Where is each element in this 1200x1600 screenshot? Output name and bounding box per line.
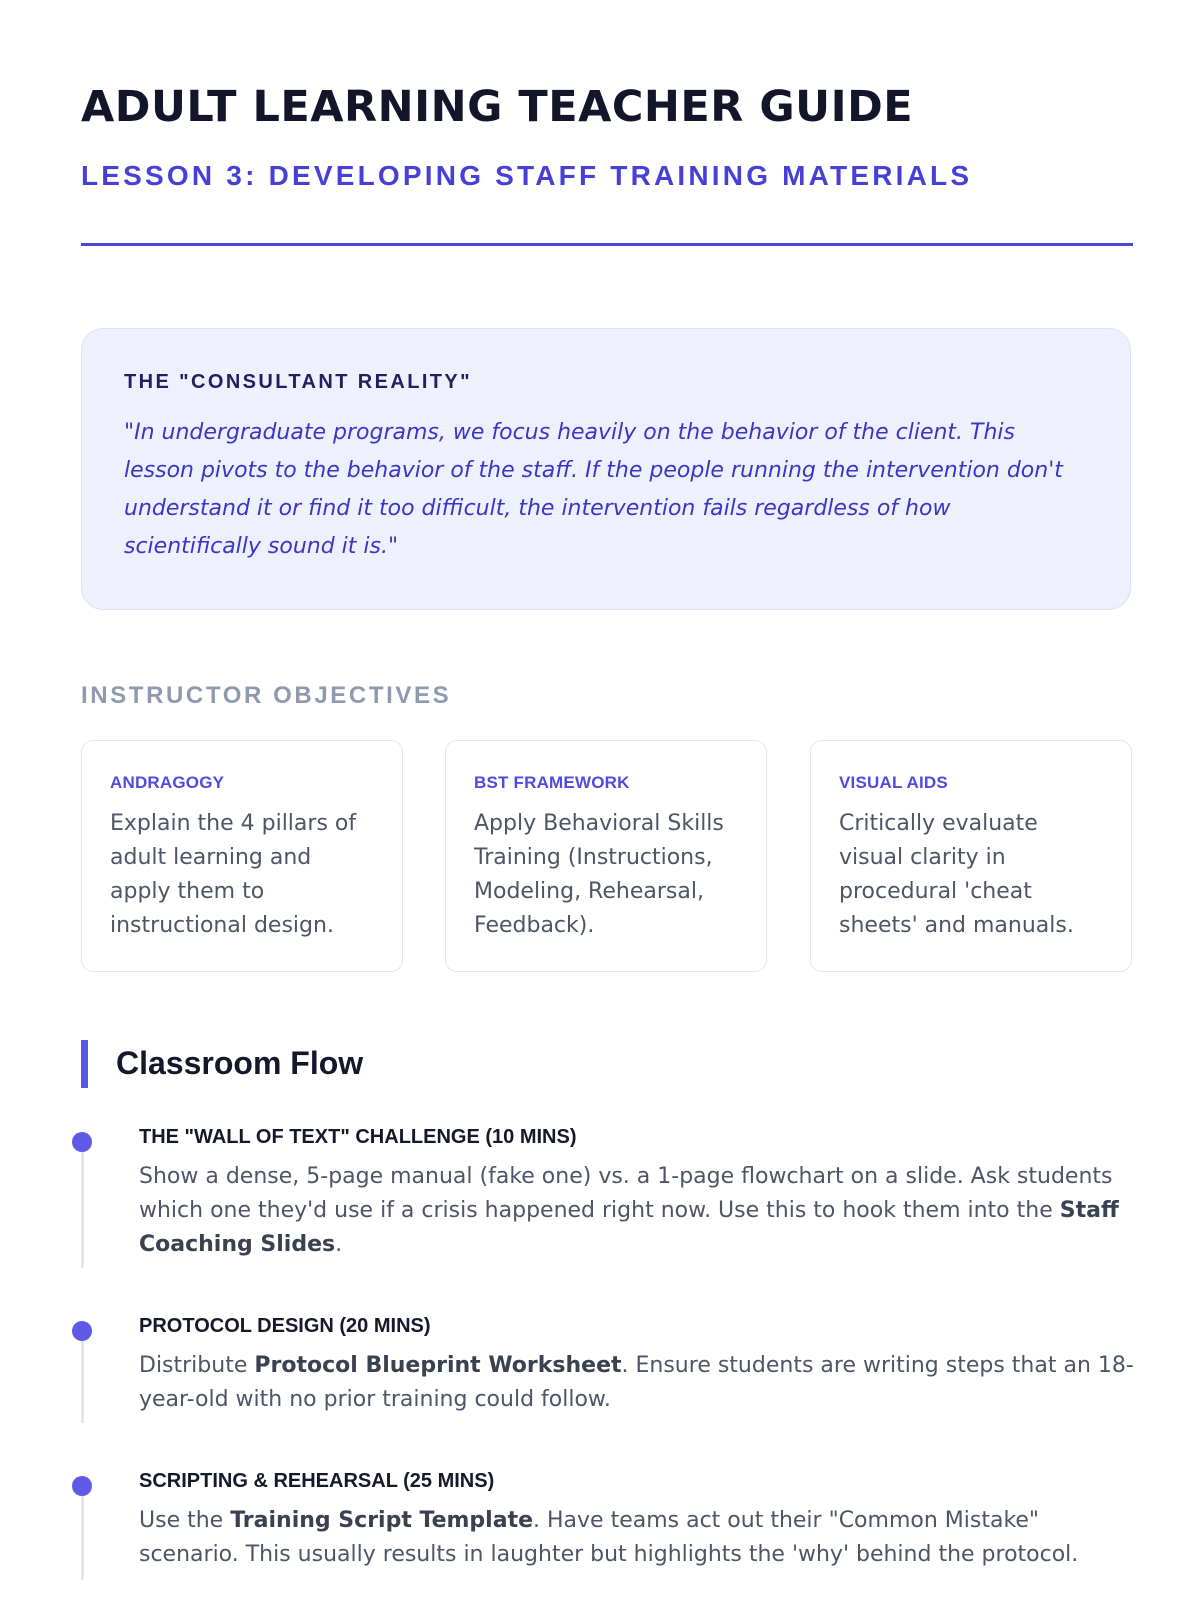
callout-quote: "In undergraduate programs, we focus heavily on the behavior of the client. This lesson pivots to the behavior of the staff. If the people running the intervention don't understand it or find it too difficult, the intervention fails regardless of how scientifically sound it is." <box>124 420 1063 559</box>
timeline-dot-icon <box>72 1321 92 1341</box>
objective-card-visual-aids <box>810 740 1132 972</box>
step-body-text: . <box>335 1232 343 1257</box>
objective-text: Apply Behavioral Skills Training (Instructions, Modeling, Rehearsal, Feedback). <box>474 811 724 938</box>
step-title: SCRIPTING & REHEARSAL (25 MINS) <box>139 1470 495 1492</box>
callout-heading: THE "CONSULTANT REALITY" <box>124 371 473 393</box>
objective-card-bst-framework <box>445 740 767 972</box>
objective-card-andragogy <box>81 740 403 972</box>
resource-name: Training Script Template <box>230 1508 534 1533</box>
step-title: THE "WALL OF TEXT" CHALLENGE (10 MINS) <box>139 1126 577 1148</box>
section-title: Classroom Flow <box>116 1045 364 1081</box>
step-body-text: Distribute <box>139 1353 255 1378</box>
objectives-grid <box>81 740 1133 972</box>
objectives-label: INSTRUCTOR OBJECTIVES <box>81 682 452 709</box>
step-body-text: . Ensure students are writing steps that an 18-year-old with no prior training could follow. <box>139 1353 1134 1412</box>
objective-text: Explain the 4 pillars of adult learning and apply them to instructional design. <box>110 811 357 938</box>
step-title: PROTOCOL DESIGN (20 MINS) <box>139 1315 431 1337</box>
resource-name: Protocol Blueprint Worksheet <box>254 1353 622 1378</box>
objective-tag: ANDRAGOGY <box>110 773 225 792</box>
objective-tag: BST FRAMEWORK <box>474 773 630 792</box>
timeline-dot-icon <box>72 1132 92 1152</box>
timeline-line <box>81 1329 84 1423</box>
step-body <box>139 1160 1139 1262</box>
classroom-flow-heading <box>81 1040 363 1088</box>
step-body-text: Use the <box>139 1508 231 1533</box>
timeline-dot-icon <box>72 1476 92 1496</box>
resource-name: Staff Coaching Slides <box>139 1198 1119 1257</box>
timeline-line <box>81 1140 84 1268</box>
lesson-subtitle: LESSON 3: DEVELOPING STAFF TRAINING MATERIALS <box>81 160 973 191</box>
step-body <box>139 1349 1139 1417</box>
step-body <box>139 1504 1139 1572</box>
objective-text: Critically evaluate visual clarity in procedural 'cheat sheets' and manuals. <box>839 811 1074 938</box>
page-title: ADULT LEARNING TEACHER GUIDE <box>81 82 914 132</box>
step-body-text: . Have teams act out their "Common Mistake" scenario. This usually results in laughter but highlights the 'why' behind the protocol. <box>139 1508 1079 1567</box>
timeline-line <box>81 1484 84 1580</box>
objective-tag: VISUAL AIDS <box>839 773 948 792</box>
consultant-reality-callout <box>81 328 1131 610</box>
step-body-text: Show a dense, 5-page manual (fake one) vs. a 1-page flowchart on a slide. Ask students which one they'd use if a crisis happened right now. Use this to hook them into the <box>139 1164 1113 1223</box>
header-divider <box>81 243 1133 246</box>
